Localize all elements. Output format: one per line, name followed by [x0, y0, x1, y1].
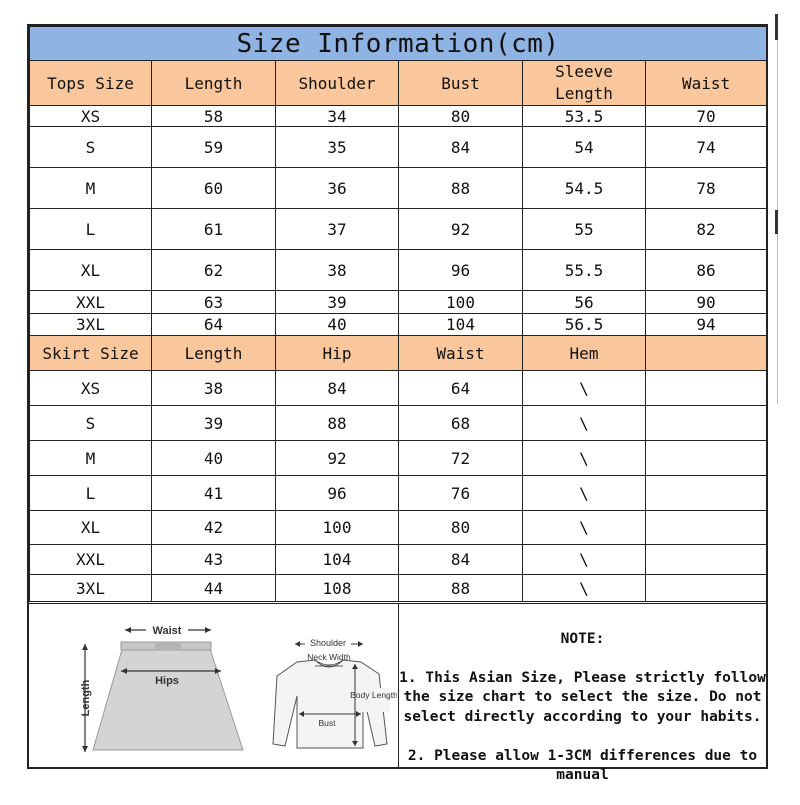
- tops-header-cell: Waist: [646, 61, 767, 106]
- skirt-cell: [646, 371, 767, 406]
- skirt-cell: M: [30, 441, 152, 476]
- top-bust-label: Bust: [318, 718, 336, 728]
- skirt-cell: \: [523, 476, 646, 511]
- skirt-cell: XL: [30, 511, 152, 545]
- tops-cell: 84: [399, 127, 523, 168]
- tops-cell: 56.5: [523, 314, 646, 336]
- skirt-row: [30, 371, 767, 406]
- tops-cell: 80: [399, 106, 523, 127]
- bottom-section: [29, 603, 766, 783]
- tops-cell: S: [30, 127, 152, 168]
- tops-cell: M: [30, 168, 152, 209]
- skirt-cell: 3XL: [30, 575, 152, 602]
- skirt-header-cell: Hem: [523, 336, 646, 371]
- tops-cell: 62: [152, 250, 276, 291]
- tops-cell: 88: [399, 168, 523, 209]
- skirt-cell: \: [523, 511, 646, 545]
- skirt-cell: 96: [276, 476, 399, 511]
- skirt-cell: 88: [399, 575, 523, 602]
- chart-title: Size Information(cm): [30, 27, 767, 61]
- tops-cell: 55.5: [523, 250, 646, 291]
- size-chart-sheet: [27, 24, 768, 783]
- tops-row: [30, 250, 767, 291]
- skirt-cell: 68: [399, 406, 523, 441]
- tops-cell: 34: [276, 106, 399, 127]
- skirt-row: [30, 511, 767, 545]
- tops-cell: 78: [646, 168, 767, 209]
- skirt-hips-label: Hips: [155, 675, 179, 687]
- skirt-cell: XXL: [30, 545, 152, 575]
- tops-header-cell: Length: [152, 61, 276, 106]
- tops-cell: 82: [646, 209, 767, 250]
- skirt-cell: 72: [399, 441, 523, 476]
- skirt-cell: 104: [276, 545, 399, 575]
- svg-text:Body Length: [350, 690, 397, 700]
- tops-cell: 58: [152, 106, 276, 127]
- tops-cell: 100: [399, 291, 523, 314]
- skirt-cell: \: [523, 441, 646, 476]
- tops-row: [30, 106, 767, 127]
- skirt-cell: XS: [30, 371, 152, 406]
- top-neck-label: Neck Width: [307, 652, 351, 662]
- tops-header-cell: Shoulder: [276, 61, 399, 106]
- tops-table-body: [30, 106, 767, 336]
- skirt-cell: 92: [276, 441, 399, 476]
- skirt-header-cell: Skirt Size: [30, 336, 152, 371]
- skirt-cell: 44: [152, 575, 276, 602]
- skirt-cell: 108: [276, 575, 399, 602]
- tops-cell: 36: [276, 168, 399, 209]
- tops-cell: 39: [276, 291, 399, 314]
- tops-row: [30, 314, 767, 336]
- tops-header-row: [30, 61, 767, 106]
- skirt-cell: \: [523, 575, 646, 602]
- tops-cell: 38: [276, 250, 399, 291]
- note-box: [399, 610, 766, 783]
- tops-cell: 37: [276, 209, 399, 250]
- skirt-cell: \: [523, 371, 646, 406]
- note-heading: NOTE:: [560, 630, 605, 647]
- tops-cell: 54: [523, 127, 646, 168]
- tops-cell: 56: [523, 291, 646, 314]
- skirt-cell: [646, 575, 767, 602]
- skirt-cell: 88: [276, 406, 399, 441]
- skirt-cell: \: [523, 545, 646, 575]
- size-table: [29, 26, 767, 602]
- tops-header-cell: Bust: [399, 61, 523, 106]
- skirt-cell: [646, 545, 767, 575]
- edge-mark: [775, 210, 778, 234]
- skirt-cell: 100: [276, 511, 399, 545]
- skirt-header-cell: [646, 336, 767, 371]
- top-shoulder-label: Shoulder: [309, 638, 347, 648]
- skirt-header-cell: Hip: [276, 336, 399, 371]
- skirt-row: [30, 441, 767, 476]
- tops-cell: L: [30, 209, 152, 250]
- measurement-diagram-svg: [29, 604, 397, 768]
- tops-cell: 53.5: [523, 106, 646, 127]
- skirt-row: [30, 476, 767, 511]
- skirt-table-body: [30, 371, 767, 602]
- skirt-cell: 43: [152, 545, 276, 575]
- tops-cell: 86: [646, 250, 767, 291]
- tops-cell: 3XL: [30, 314, 152, 336]
- tops-header-cell: Tops Size: [30, 61, 152, 106]
- tops-cell: 59: [152, 127, 276, 168]
- tops-cell: 92: [399, 209, 523, 250]
- skirt-row: [30, 406, 767, 441]
- skirt-cell: 76: [399, 476, 523, 511]
- skirt-cell: S: [30, 406, 152, 441]
- tops-cell: XS: [30, 106, 152, 127]
- tops-cell: XXL: [30, 291, 152, 314]
- skirt-cell: [646, 441, 767, 476]
- tops-cell: 70: [646, 106, 767, 127]
- tops-cell: 35: [276, 127, 399, 168]
- skirt-header-cell: Waist: [399, 336, 523, 371]
- skirt-cell: 84: [399, 545, 523, 575]
- tops-cell: 64: [152, 314, 276, 336]
- skirt-row: [30, 545, 767, 575]
- skirt-cell: \: [523, 406, 646, 441]
- measurement-diagram: [29, 604, 399, 768]
- tops-row: [30, 127, 767, 168]
- skirt-diagram: [80, 622, 243, 752]
- tops-row: [30, 209, 767, 250]
- tops-cell: 55: [523, 209, 646, 250]
- tops-cell: 61: [152, 209, 276, 250]
- tops-cell: 54.5: [523, 168, 646, 209]
- skirt-cell: 42: [152, 511, 276, 545]
- skirt-cell: [646, 406, 767, 441]
- tops-cell: 104: [399, 314, 523, 336]
- tops-row: [30, 291, 767, 314]
- skirt-cell: 41: [152, 476, 276, 511]
- skirt-cell: 84: [276, 371, 399, 406]
- tops-cell: XL: [30, 250, 152, 291]
- skirt-cell: 40: [152, 441, 276, 476]
- tops-header-cell: Sleeve Length: [523, 61, 646, 106]
- skirt-cell: 38: [152, 371, 276, 406]
- tops-cell: 90: [646, 291, 767, 314]
- note-line-1: 1. This Asian Size, Please strictly follow the size chart to select the size. Do not select directly according to your habits.: [399, 669, 766, 725]
- tops-cell: 63: [152, 291, 276, 314]
- edge-line: [777, 234, 778, 404]
- note-line-2: 2. Please allow 1-3CM differences due to manual: [407, 747, 758, 783]
- skirt-header-row: [30, 336, 767, 371]
- tops-cell: 74: [646, 127, 767, 168]
- skirt-waist-label: Waist: [152, 625, 182, 637]
- skirt-cell: [646, 476, 767, 511]
- tops-row: [30, 168, 767, 209]
- top-diagram: [273, 636, 397, 748]
- skirt-cell: 64: [399, 371, 523, 406]
- skirt-row: [30, 575, 767, 602]
- skirt-header-cell: Length: [152, 336, 276, 371]
- tops-cell: 40: [276, 314, 399, 336]
- skirt-cell: 80: [399, 511, 523, 545]
- edge-mark: [775, 14, 778, 40]
- tops-cell: 96: [399, 250, 523, 291]
- tops-cell: 94: [646, 314, 767, 336]
- tops-cell: 60: [152, 168, 276, 209]
- skirt-cell: [646, 511, 767, 545]
- skirt-cell: 39: [152, 406, 276, 441]
- skirt-cell: L: [30, 476, 152, 511]
- top-body-length-label: Body Length: [350, 690, 397, 700]
- edge-line: [777, 40, 778, 210]
- skirt-length-label: Length: [80, 679, 92, 717]
